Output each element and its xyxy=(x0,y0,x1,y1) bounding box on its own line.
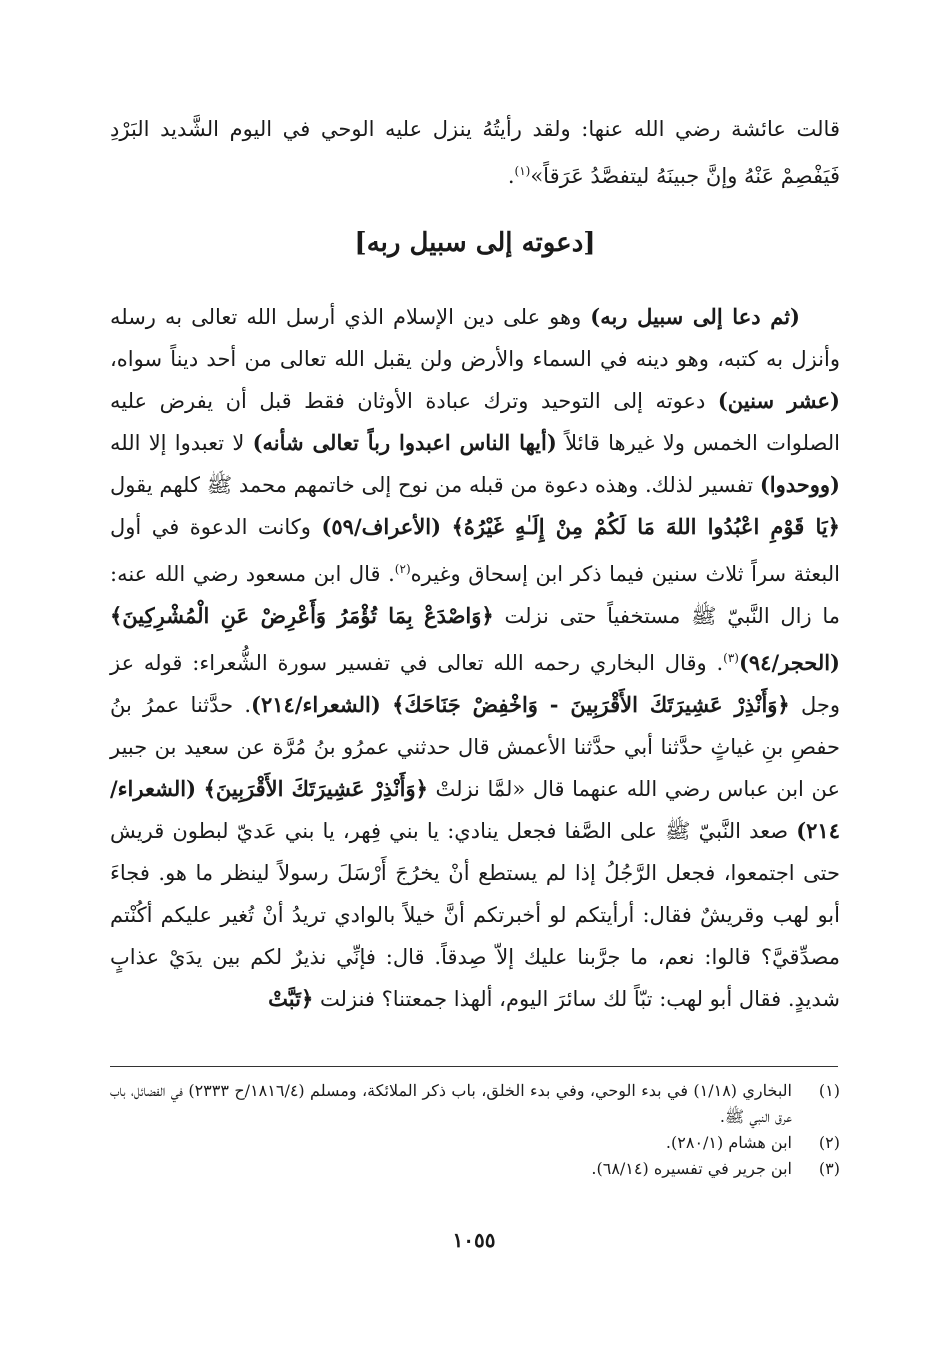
intro-end: . xyxy=(507,164,515,188)
body-span-8: . حدَّثنا عمرُ بنُ حفصِ بنِ غياثٍ حدَّثنا أبي حدَّثنا الأعمش قال حدثني عمرُو بنُ مُرَّة عن سعيد بن جبير عن ابن عباس رضي الله عنهما قال «لمَّا نزلتْ xyxy=(110,693,840,801)
footnote-1 xyxy=(110,1078,840,1130)
body-span-6: . قال ابن مسعود رضي الله عنه: ما زال النَّبيّ ﷺ مستخفياً حتى نزلت xyxy=(110,562,840,628)
main-text xyxy=(110,296,840,1020)
body-span-1: وهو على دين الإسلام الذي أرسل الله تعالى به رسله وأنزل به كتبه، وهو دينه في السماء والأرض ولن يقبل الله تعالى من أحد ديناً سواه، xyxy=(110,305,840,371)
intro-paragraph xyxy=(110,108,840,197)
term-3: (أيها الناس اعبدوا رباً تعالى شأنه) xyxy=(252,430,557,455)
quran-ref-1: (الأعراف/٥٩) xyxy=(321,514,442,539)
footnotes xyxy=(110,1078,840,1182)
term-1: (ثم دعا إلى سبيل ربه) xyxy=(590,304,800,329)
footnote-text: ابن جرير في تفسيره (٦٨/١٤). xyxy=(591,1159,792,1178)
footnote-number: (٢) xyxy=(818,1133,840,1152)
quran-quote-2: ﴿وَاصْدَعْ بِمَا تُؤْمَرُ وَأَعْرِضْ عَنِ الْمُشْرِكِينَ﴾ xyxy=(110,603,494,628)
quran-ref-2: (الحجر/٩٤) xyxy=(738,650,840,675)
body-span-5: وكانت الدعوة في أول البعثة سراً ثلاث سنين فيما ذكر ابن إسحاق وغيره xyxy=(110,515,841,586)
body-span-3: لا تعبدوا إلا الله xyxy=(110,431,245,455)
footnote-text: ابن هشام (٢٨٠/١). xyxy=(665,1133,792,1152)
footnote-divider xyxy=(110,1066,838,1067)
footnote-text: البخاري (١/١٨) في بدء الوحي، وفي بدء الخلق، باب ذكر الملائكة، ومسلم (١٨١٦/٤/ح ٢٣٣٣) في الفضائل، باب عرق النبي ﷺ. xyxy=(110,1081,793,1126)
quran-ref-3: (الشعراء/٢١٤) xyxy=(251,692,381,717)
quran-quote-3: ﴿وَأَنْذِرْ عَشِيرَتَكَ الأَقْرَبِينَ - وَاخْفِضْ جَنَاحَكَ﴾ xyxy=(392,692,790,717)
page-number: ١٠٥٥ xyxy=(452,1228,496,1252)
body-span-9: صعد النَّبيّ ﷺ على الصَّفا فجعل ينادي: يا بني فِهر، يا بني عَديّ لبطون قريش حتى اجتمعوا، فجعل الرَّجُلُ إذا لم يستطع أنْ يخرُجَ أَرْسَلَ رسولاً لينظر ما هو. فجاءَ أبو لهب وقريشٌ فقال: أرأيتكم لو أخبرتكم أنَّ خيلاً بالوادي تريدُ أنْ تُغير عليكم أكُنْتم مصدِّقيَّ؟ قالوا: نعم، ما جرَّبنا عليك إلاّ صِدقاً. قال: فإنِّي نذيرٌ لكم بين يدَيْ عذابٍ شديدٍ. فقال أبو لهب: تبّاً لك سائرَ اليوم، ألهذا جمعتنا؟ فنزلت xyxy=(110,819,840,1011)
body-span-4: تفسير لذلك. وهذه دعوة من قبله من نوح إلى خاتمهم محمد ﷺ كلهم يقول xyxy=(110,473,754,497)
footnote-ref-3[interactable]: (٣) xyxy=(723,651,739,665)
footnote-number: (١) xyxy=(818,1081,840,1100)
footnote-3 xyxy=(110,1156,840,1182)
term-2: (عشر سنين) xyxy=(717,388,840,413)
quran-quote-5: ﴿تَبَّتْ xyxy=(268,986,314,1011)
body-span-7: . وقال البخاري رحمه الله تعالى في تفسير سورة الشُّعراء: قوله عز وجل xyxy=(110,651,840,717)
footnote-ref-2[interactable]: (٢) xyxy=(394,562,411,576)
quran-ref-4: (الشعراء/٢١٤) xyxy=(110,776,840,843)
quran-quote-4: ﴿وَأَنْذِرْ عَشِيرَتَكَ الأَقْرَبِينَ﴾ xyxy=(203,776,428,801)
quran-quote-1: ﴿يَا قَوْمِ اعْبُدُوا اللهَ مَا لَكُمْ مِنْ إِلَـٰهٍ غَيْرُهُ﴾ xyxy=(451,514,840,539)
body-paragraph xyxy=(110,296,840,1020)
footnote-2 xyxy=(110,1130,840,1156)
footnote-number: (٣) xyxy=(818,1159,840,1178)
footnote-ref-1[interactable]: (١) xyxy=(514,164,531,178)
section-heading: [دعوته إلى سبيل ربه] xyxy=(354,228,596,258)
intro-text: قالت عائشة رضي الله عنها: ولقد رأيتُهُ ينزل عليه الوحي في اليوم الشَّديد البَرْدِ فَيَفْصِمْ عَنْهُ وإنَّ جبينَهُ ليتفصَّدُ عَرَقاً» xyxy=(110,117,840,188)
body-span-2: دعوته إلى التوحيد وترك عبادة الأوثان فقط قبل أن يفرض عليه الصلوات الخمس ولا غيرها قائلاً xyxy=(110,389,840,455)
term-4: (ووحدوا) xyxy=(759,472,840,497)
